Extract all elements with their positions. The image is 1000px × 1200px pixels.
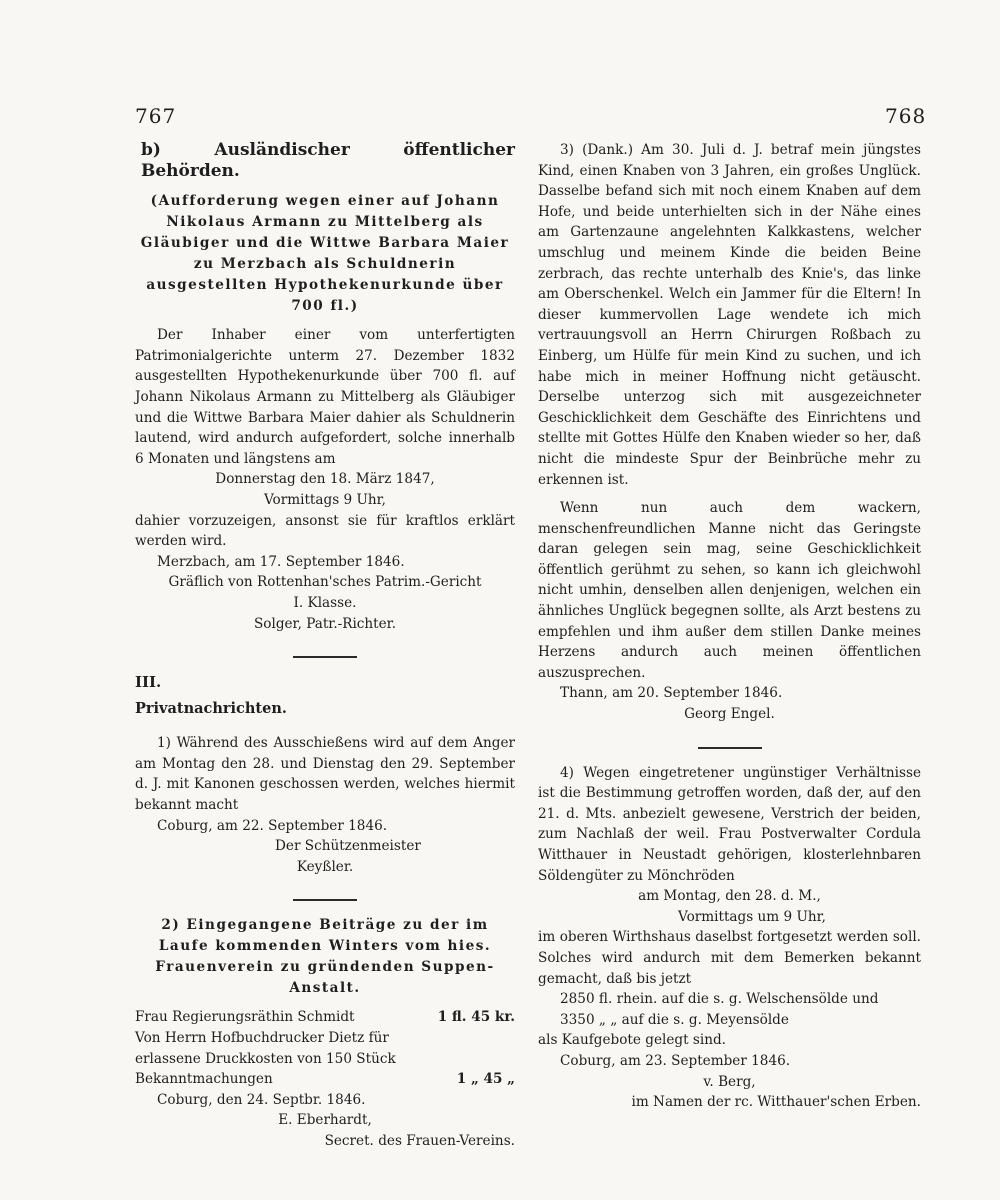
item2-entry2-label: Von Herrn Hofbuchdrucker Dietz für erlassene Druckkosten von 150 Stück Bekanntmachungen — [135, 1030, 396, 1088]
item2-place-date: Coburg, den 24. Septbr. 1846. — [157, 1091, 366, 1108]
notice-end: dahier vorzuzeigen, ansonst sie für kraftlos erklärt werden wird. — [135, 512, 515, 550]
notice-time: Vormittags 9 Uhr, — [263, 491, 387, 508]
item2-signer: E. Eberhardt, — [278, 1112, 372, 1129]
separator-rule — [293, 656, 357, 658]
notice-signer: Solger, Patr.-Richter. — [253, 615, 397, 632]
item2-entry1-value: 1 fl. 45 kr. — [437, 1009, 515, 1026]
notice-class: I. Klasse. — [293, 594, 357, 611]
item3-place-date: Thann, am 20. September 1846. — [560, 685, 783, 702]
item4-date: am Montag, den 28. d. M., — [638, 888, 821, 905]
item4-text-3: als Kaufgebote gelegt sind. — [538, 1032, 726, 1049]
item4-text-2: im oberen Wirthshaus daselbst fortgesetzt werden soll. Solches wird andurch mit dem Bemerken bekannt gemacht, daß bis jetzt — [538, 929, 921, 987]
item4-signer-title: im Namen der rc. Witthauer'schen Erben. — [631, 1094, 921, 1111]
separator-rule — [698, 747, 762, 749]
notice-heading: (Aufforderung wegen einer auf Johann Nikolaus Armann zu Mittelberg als Gläubiger und die Wittwe Barbara Maier zu Merzbach als Schuldnerin ausgestellten Hypothekenurkunde über 700 fl.) — [140, 193, 510, 315]
item4-bid-1: 2850 fl. rhein. auf die s. g. Welschensölde und — [560, 991, 879, 1008]
item4-text: 4) Wegen eingetretener ungünstiger Verhältnisse ist die Bestimmung getroffen worden, daß der, auf den 21. d. Mts. anbezielt gewesene, Verstrich der beiden, zum Nachlaß der weil. Frau Postverwalter Cordula Witthauer in Neustadt gehörigen, klosterlehnbaren Söldengüter zu Mönchröden — [538, 764, 921, 884]
right-column — [538, 140, 921, 1113]
part-title: Privatnachrichten. — [135, 699, 287, 717]
item2-entry-2 — [135, 1028, 515, 1090]
left-column — [135, 140, 515, 1152]
item3-signer: Georg Engel. — [684, 706, 775, 723]
item1-signer-title: Der Schützenmeister — [275, 838, 421, 855]
item2-entry-1 — [135, 1007, 515, 1028]
part-roman-numeral: III. — [135, 673, 162, 692]
item4-signer: v. Berg, — [703, 1073, 756, 1090]
section-heading: b) Ausländischer öffentlicher Behörden. — [141, 140, 515, 181]
page-number-right: 768 — [885, 104, 927, 128]
notice-date: Donnerstag den 18. März 1847, — [215, 471, 435, 488]
item4-time: Vormittags um 9 Uhr, — [678, 908, 826, 925]
item3-text: 3) (Dank.) Am 30. Juli d. J. betraf mein jüngstes Kind, einen Knaben von 3 Jahren, ein großes Unglück. Dasselbe befand sich mit noch einem Knaben auf dem Hofe, und beide unterhielten sich in der Nähe eines am Gartenzaune angelehnten Kalkkastens, welcher umschlug und meinem Kinde die beiden Beine zerbrach, das rechte unterhalb des Knie's, das linke am Oberschenkel. Welch ein Jammer für die Eltern! In dieser kummervollen Lage wendete ich mich vertrauungsvoll an Herrn Chirurgen Roßbach zu Einberg, um Hülfe für mein Kind zu suchen, und ich habe mich in meiner Hoffnung nicht getäuscht. Derselbe unterzog sich mit ausgezeichneter Geschicklichkeit dem Geschäfte des Einrichtens und stellte mit Gottes Hülfe den Knaben wieder so her, daß nicht die mindeste Spur der Beinbrüche mehr zu erkennen ist. — [538, 142, 921, 488]
item1-place-date: Coburg, am 22. September 1846. — [157, 817, 388, 834]
notice-place-date: Merzbach, am 17. September 1846. — [157, 553, 405, 570]
item2-heading: 2) Eingegangene Beiträge zu der im Laufe kommenden Winters vom hies. Frauenverein zu gründenden Suppen-Anstalt. — [155, 917, 495, 997]
item1-signer: Keyßler. — [296, 858, 354, 875]
item1-text: 1) Während des Ausschießens wird auf dem Anger am Montag den 28. und Dienstag den 29. September d. J. mit Kanonen geschossen werden, welches hiermit bekannt macht — [135, 735, 515, 814]
separator-rule — [293, 899, 357, 901]
item3-text-2: Wenn nun auch dem wackern, menschenfreundlichen Manne nicht das Geringste daran gelegen sein mag, seine Geschicklichkeit öffentlich gerühmt zu sehen, so kann ich gleichwohl nicht umhin, denselben allen denjenigen, welchen ein ähnliches Unglück begegnen sollte, als Arzt bestens zu empfehlen und ihm außer dem stillen Danke meines Herzens andurch auch meinen öffentlichen auszusprechen. — [538, 500, 921, 681]
notice-court: Gräflich von Rottenhan'sches Patrim.-Gericht — [168, 574, 482, 591]
item2-entry2-value: 1 „ 45 „ — [456, 1071, 515, 1088]
item4-bid-2: 3350 „ „ auf die s. g. Meyensölde — [560, 1011, 789, 1028]
item2-entry1-label: Frau Regierungsräthin Schmidt — [135, 1009, 355, 1026]
item2-signer-title: Secret. des Frauen-Vereins. — [324, 1133, 515, 1149]
item4-place-date: Coburg, am 23. September 1846. — [560, 1052, 791, 1069]
notice-body: Der Inhaber einer vom unterfertigten Patrimonialgerichte unterm 27. Dezember 1832 ausgestellten Hypothekenurkunde über 700 fl. auf Johann Nikolaus Armann zu Mittelberg als Gläubiger und die Wittwe Barbara Maier dahier als Schuldnerin lautend, wird andurch aufgefordert, solche innerhalb 6 Monaten und längstens am — [135, 327, 515, 467]
page-number-left: 767 — [135, 104, 177, 128]
